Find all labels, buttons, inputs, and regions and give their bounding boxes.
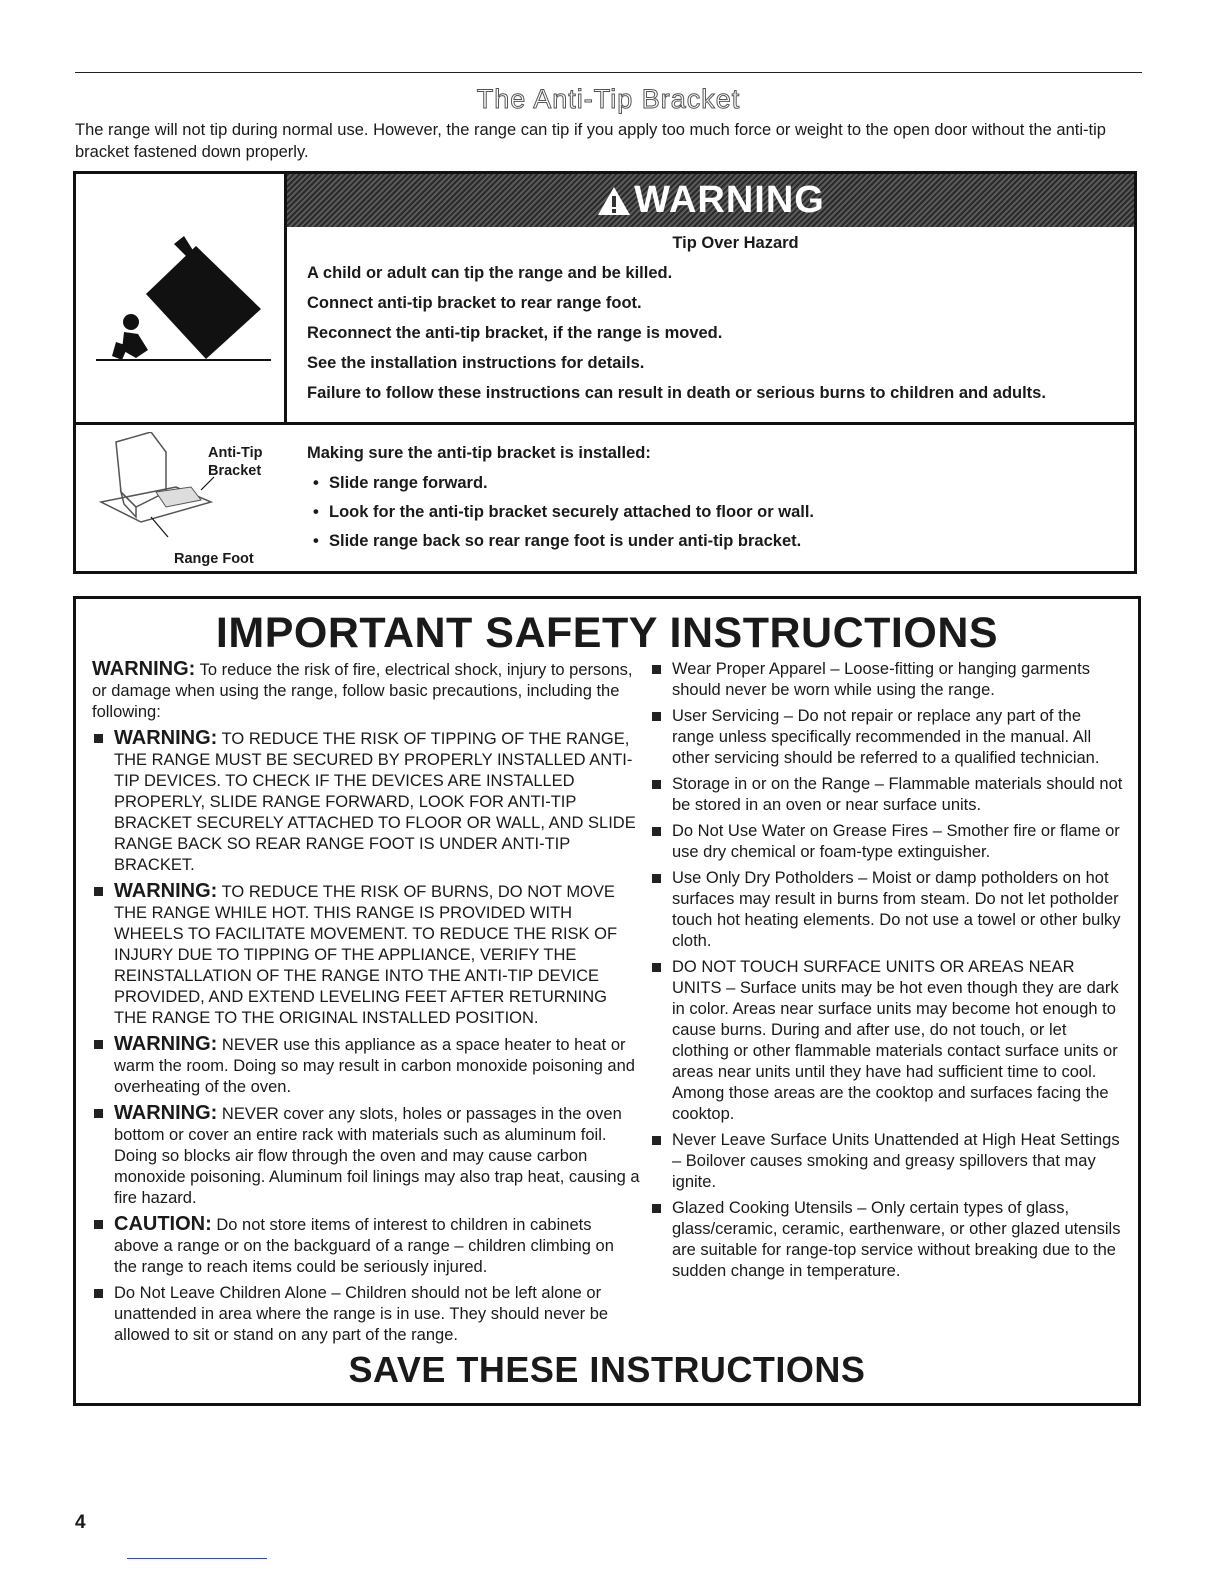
safety-item [650,868,1124,952]
tipping-range-icon [76,174,281,419]
anti-tip-bracket-illustration [96,432,296,572]
safety-item-text: Do Not Leave Children Alone – Children should not be left alone or unattended in area where the range is in use. They should never be allowed to sit or stand on any part of the range. [114,1284,609,1344]
safety-item-text: Wear Proper Apparel – Loose-fitting or hanging garments should never be worn while using the range. [672,660,1090,699]
safety-item-keyword: WARNING: [114,880,218,902]
square-bullet-icon [652,874,661,883]
warning-box [73,171,1137,574]
hazard-title: Tip Over Hazard [672,234,799,252]
safety-item-text: DO NOT TOUCH SURFACE UNITS OR AREAS NEAR UNITS – Surface units may be hot even though they are dark in color. Areas near surface units may become hot enough to cause burns. During and after use, do not touch, or let clothing or other flammable materials contact surface units or areas near units until they have had sufficient time to cool. Among those areas are the cooktop and surfaces facing the cooktop. [672,958,1119,1123]
safety-item-keyword: WARNING: [114,1033,218,1055]
warning-banner-label: WARNING [634,179,825,221]
safety-item [650,706,1124,769]
safety-item-text: User Servicing – Do not repair or replace any part of the range unless specifically recommended in the manual. All other servicing should be referred to a qualified technician. [672,707,1100,767]
anti-tip-label: Anti-Tip [208,445,263,461]
safety-item-keyword: CAUTION: [114,1213,212,1235]
safety-item-text: NEVER use this appliance as a space heater to heat or warm the room. Doing so may result in carbon monoxide poisoning and overheating of the oven. [114,1036,635,1096]
safety-right-column [650,659,1124,1287]
install-check-list [307,444,1124,561]
square-bullet-icon [652,1204,661,1213]
square-bullet-icon [652,1136,661,1145]
anti-tip-bracket-icon [96,432,226,552]
square-bullet-icon [94,1289,103,1298]
bracket-label: Bracket [208,463,262,479]
safety-intro-text: To reduce the risk of fire, electrical shock, injury to persons, or damage when using the range, follow basic precautions, including the following: [92,661,633,721]
warning-banner [287,174,1134,227]
range-foot-label: Range Foot [174,551,254,567]
safety-left-column [92,659,640,1351]
safety-item [92,1103,640,1209]
safety-item-text: Do Not Use Water on Grease Fires – Smother fire or flame or use dry chemical or foam-type extinguisher. [672,822,1120,861]
square-bullet-icon [652,827,661,836]
safety-item-text: Storage in or on the Range – Flammable materials should not be stored in an oven or near surface units. [672,775,1123,814]
safety-item [650,1198,1124,1282]
safety-heading: IMPORTANT SAFETY INSTRUCTIONS [215,609,999,657]
install-item: • Slide range forward. [307,474,1124,493]
square-bullet-icon [94,1040,103,1049]
safety-item-text: Use Only Dry Potholders – Moist or damp potholders on hot surfaces may result in burns from steam. Do not let potholder touch hot heating elements. Do not use a towel or other bulky cloth. [672,869,1121,950]
warning-triangle-icon [596,185,632,217]
page-number: 4 [75,1512,86,1533]
safety-instructions-box [73,596,1141,1406]
square-bullet-icon [652,712,661,721]
square-bullet-icon [94,1220,103,1229]
safety-item [650,659,1124,701]
safety-item [650,774,1124,816]
intro-paragraph: The range will not tip during normal use. However, the range can tip if you apply too much force or weight to the open door without the anti-tip bracket fastened down properly. [75,121,1106,161]
safety-item [92,1214,640,1278]
install-title: Making sure the anti-tip bracket is installed: [307,444,651,462]
safety-item-keyword: WARNING: [114,1102,218,1124]
top-rule [75,72,1142,73]
footer-link-underline [127,1558,267,1559]
square-bullet-icon [94,887,103,896]
section-title: The Anti-Tip Bracket [476,84,741,114]
safety-item-keyword: WARNING: [114,727,218,749]
square-bullet-icon [94,1109,103,1118]
square-bullet-icon [94,734,103,743]
hazard-line: Failure to follow these instructions can result in death or serious burns to children and adults. [307,384,1046,402]
square-bullet-icon [652,780,661,789]
safety-item [650,1130,1124,1193]
safety-item-text: TO REDUCE THE RISK OF TIPPING OF THE RANGE, THE RANGE MUST BE SECURED BY PROPERLY INSTALLED ANTI-TIP DEVICES. TO CHECK IF THE DEVICES ARE INSTALLED PROPERLY, SLIDE RANGE FORWARD, LOOK FOR ANTI-TIP BRACKET SECURELY ATTACHED TO FLOOR OR WALL, AND SLIDE RANGE BACK SO REAR RANGE FOOT IS UNDER ANTI-TIP BRACKET. [114,730,636,874]
safety-item-text: Do not store items of interest to children in cabinets above a range or on the backguard of a range – children climbing on the range to reach items could be seriously injured. [114,1216,614,1276]
safety-item-text: TO REDUCE THE RISK OF BURNS, DO NOT MOVE THE RANGE WHILE HOT. THIS RANGE IS PROVIDED WITH WHEELS TO FACILITATE MOVEMENT. TO REDUCE THE RISK OF INJURY DUE TO TIPPING OF THE APPLIANCE, VERIFY THE REINSTALLATION OF THE RANGE INTO THE ANTI-TIP DEVICE PROVIDED, AND EXTEND LEVELING FEET AFTER RETURNING THE RANGE TO THE ORIGINAL INSTALLED POSITION. [114,883,618,1027]
safety-item-text: Never Leave Surface Units Unattended at High Heat Settings – Boilover causes smoking and greasy spillovers that may ignite. [672,1131,1120,1191]
hazard-line: Connect anti-tip bracket to rear range foot. [307,294,642,312]
install-item: • Slide range back so rear range foot is under anti-tip bracket. [307,532,1124,551]
install-item: • Look for the anti-tip bracket securely attached to floor or wall. [307,503,1124,522]
square-bullet-icon [652,665,661,674]
safety-item [650,821,1124,863]
safety-item [92,1034,640,1098]
save-instructions-heading: SAVE THESE INSTRUCTIONS [348,1349,866,1390]
safety-item [92,881,640,1029]
square-bullet-icon [652,963,661,972]
warning-divider [76,422,1134,425]
safety-item [650,957,1124,1125]
hazard-lines [307,234,1124,414]
tip-over-illustration [76,174,287,424]
safety-intro-keyword: WARNING: [92,658,196,680]
safety-item [92,728,640,876]
hazard-line: A child or adult can tip the range and be killed. [307,264,673,282]
hazard-line: Reconnect the anti-tip bracket, if the range is moved. [307,324,723,342]
safety-item-text: Glazed Cooking Utensils – Only certain types of glass, glass/ceramic, ceramic, earthenware, or other glazed utensils are suitable for range-top service without breaking due to the sudden change in temperature. [672,1199,1121,1280]
hazard-line: See the installation instructions for details. [307,354,645,372]
safety-intro [92,659,640,723]
safety-item-text: NEVER cover any slots, holes or passages in the oven bottom or cover an entire rack with materials such as aluminum foil. Doing so blocks air flow through the oven and may cause carbon monoxide poisoning. Aluminum foil linings may also trap heat, causing a fire hazard. [114,1105,640,1207]
safety-item [92,1283,640,1346]
